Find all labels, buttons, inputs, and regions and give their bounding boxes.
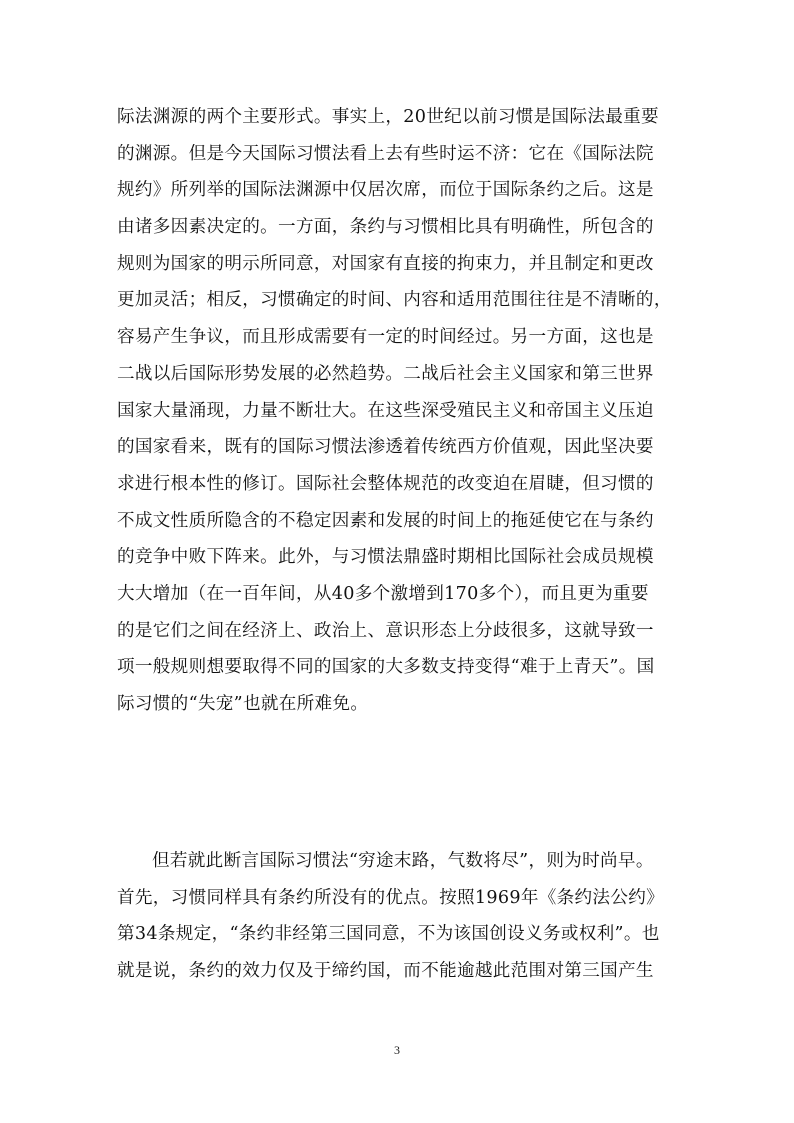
- text-line: 际习惯的“失宠”也就在所难免。: [117, 694, 369, 714]
- text-line: 的是它们之间在经济上、政治上、意识形态上分歧很多，这就导致一: [117, 620, 654, 641]
- paragraph-2: [117, 843, 679, 990]
- text-line: 第34条规定，“条约非经第三国同意，不为该国创设义务或权利”。也: [117, 924, 660, 945]
- text-line: 首先，习惯同样具有条约所没有的优点。按照1969年《条约法公约》: [117, 887, 665, 908]
- text-line: 容易产生争议，而且形成需要有一定的时间经过。另一方面，这也是: [117, 327, 654, 348]
- text-line: 的国家看来，既有的国际习惯法渗透着传统西方价值观，因此坚决要: [117, 437, 654, 458]
- text-line: 规约》所列举的国际法渊源中仅居次席，而位于国际条约之后。这是: [117, 180, 654, 201]
- text-line: 更加灵活；相反，习惯确定的时间、内容和适用范围往往是不清晰的，: [117, 290, 672, 311]
- text-line: 求进行根本性的修订。国际社会整体规范的改变迫在眉睫，但习惯的: [117, 473, 654, 494]
- text-line: 际法渊源的两个主要形式。事实上，20世纪以前习惯是国际法最重要: [117, 107, 659, 127]
- text-line: 规则为国家的明示所同意，对国家有直接的拘束力，并且制定和更改: [117, 253, 654, 274]
- text-line-indented: 但若就此断言国际习惯法“穷途末路，气数将尽”，则为时尚早。: [152, 851, 654, 871]
- text-line: 二战以后国际形势发展的必然趋势。二战后社会主义国家和第三世界: [117, 363, 654, 384]
- page-number: 3: [394, 1043, 400, 1057]
- paragraph-1: [117, 99, 679, 723]
- text-line: 项一般规则想要取得不同的国家的大多数支持变得“难于上青天”。国: [117, 657, 655, 678]
- text-line: 就是说，条约的效力仅及于缔约国，而不能逾越此范围对第三国产生: [117, 961, 654, 982]
- text-line: 国家大量涌现，力量不断壮大。在这些深受殖民主义和帝国主义压迫: [117, 400, 654, 421]
- text-line: 由诸多因素决定的。一方面，条约与习惯相比具有明确性，所包含的: [117, 217, 654, 238]
- text-line: 的渊源。但是今天国际习惯法看上去有些时运不济：它在《国际法院: [117, 143, 654, 164]
- text-line: 大大增加（在一百年间，从40多个激增到170多个），而且更为重要: [117, 583, 649, 604]
- text-line: 不成文性质所隐含的不稳定因素和发展的时间上的拖延使它在与条约: [117, 510, 654, 531]
- text-line: 的竞争中败下阵来。此外，与习惯法鼎盛时期相比国际社会成员规模: [117, 547, 654, 568]
